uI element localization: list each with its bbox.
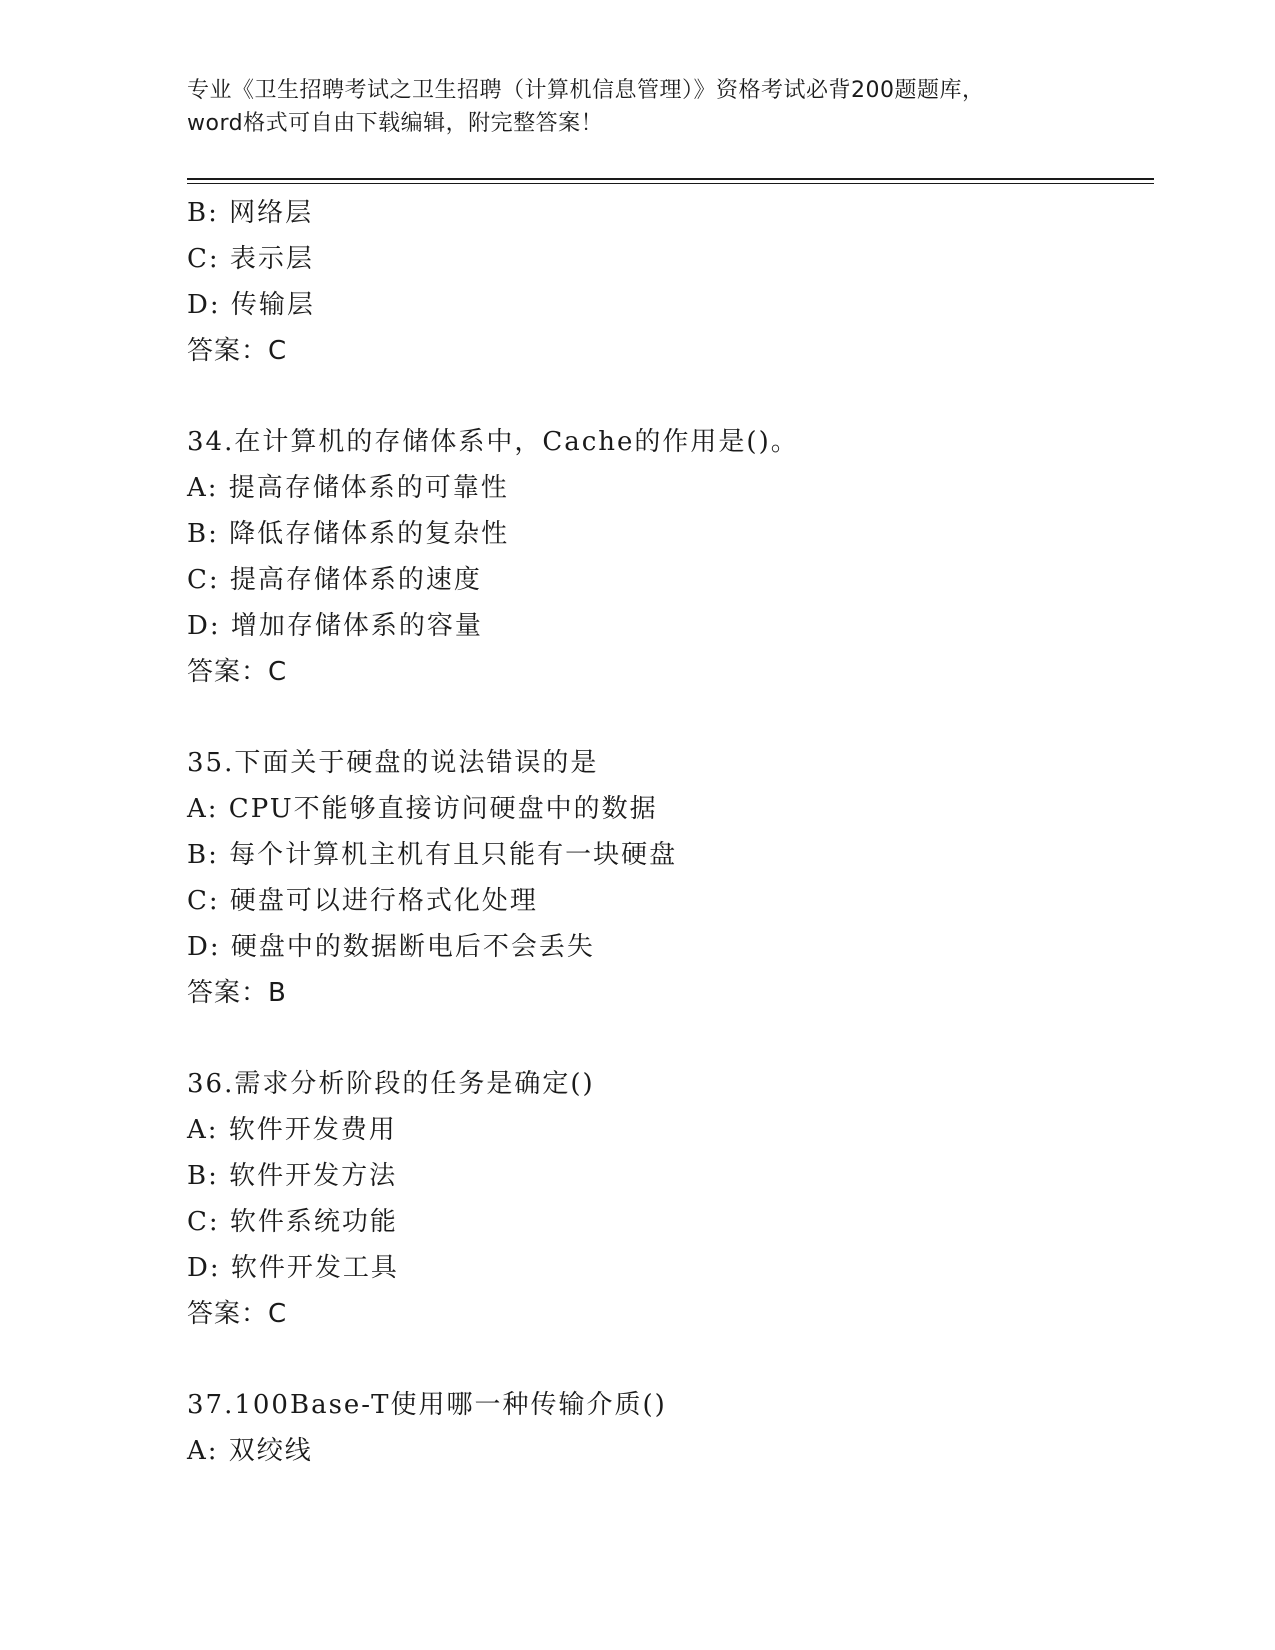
option-d: D: 增加存储体系的容量 — [187, 611, 483, 641]
question-stem: 36.需求分析阶段的任务是确定() — [187, 1069, 595, 1099]
option-a: A: 软件开发费用 — [187, 1115, 397, 1145]
option-c: C: 软件系统功能 — [187, 1207, 398, 1237]
spacer — [187, 1016, 1147, 1061]
option-b: B: 网络层 — [187, 198, 314, 228]
header-divider-thick — [187, 178, 1154, 180]
option-b: B: 软件开发方法 — [187, 1161, 398, 1191]
spacer — [187, 695, 1147, 740]
option-c: C: 提高存储体系的速度 — [187, 565, 482, 595]
option-b: B: 每个计算机主机有且只能有一块硬盘 — [187, 840, 678, 870]
option-c: C: 硬盘可以进行格式化处理 — [187, 886, 538, 916]
header-line-1: 专业《卫生招聘考试之卫生招聘（计算机信息管理）》资格考试必背200题题库， — [187, 78, 985, 103]
option-a: A: 双绞线 — [187, 1436, 313, 1466]
answer-line: 答案：C — [187, 336, 288, 366]
header-divider-thin — [187, 183, 1154, 184]
answer-line: 答案：C — [187, 657, 288, 687]
question-stem: 34.在计算机的存储体系中，Cache的作用是()。 — [187, 427, 799, 457]
question-35 — [187, 740, 1147, 1016]
question-36 — [187, 1061, 1147, 1337]
option-a: A: 提高存储体系的可靠性 — [187, 473, 509, 503]
question-stem: 35.下面关于硬盘的说法错误的是 — [187, 748, 599, 778]
answer-line: 答案：B — [187, 978, 287, 1008]
question-list — [187, 190, 1147, 1474]
question-stem: 37.100Base-T使用哪一种传输介质() — [187, 1390, 667, 1420]
option-d: D: 硬盘中的数据断电后不会丢失 — [187, 932, 595, 962]
question-34 — [187, 419, 1147, 695]
option-c: C: 表示层 — [187, 244, 314, 274]
answer-line: 答案：C — [187, 1299, 288, 1329]
header-line-2: word格式可自由下载编辑，附完整答案！ — [187, 111, 604, 136]
option-b: B: 降低存储体系的复杂性 — [187, 519, 510, 549]
spacer — [187, 1337, 1147, 1382]
option-a: A: CPU不能够直接访问硬盘中的数据 — [187, 794, 658, 824]
previous-question-block — [187, 190, 1147, 374]
option-d: D: 传输层 — [187, 290, 315, 320]
question-37 — [187, 1382, 1147, 1474]
option-d: D: 软件开发工具 — [187, 1253, 399, 1283]
spacer — [187, 374, 1147, 419]
document-header — [187, 74, 1087, 140]
